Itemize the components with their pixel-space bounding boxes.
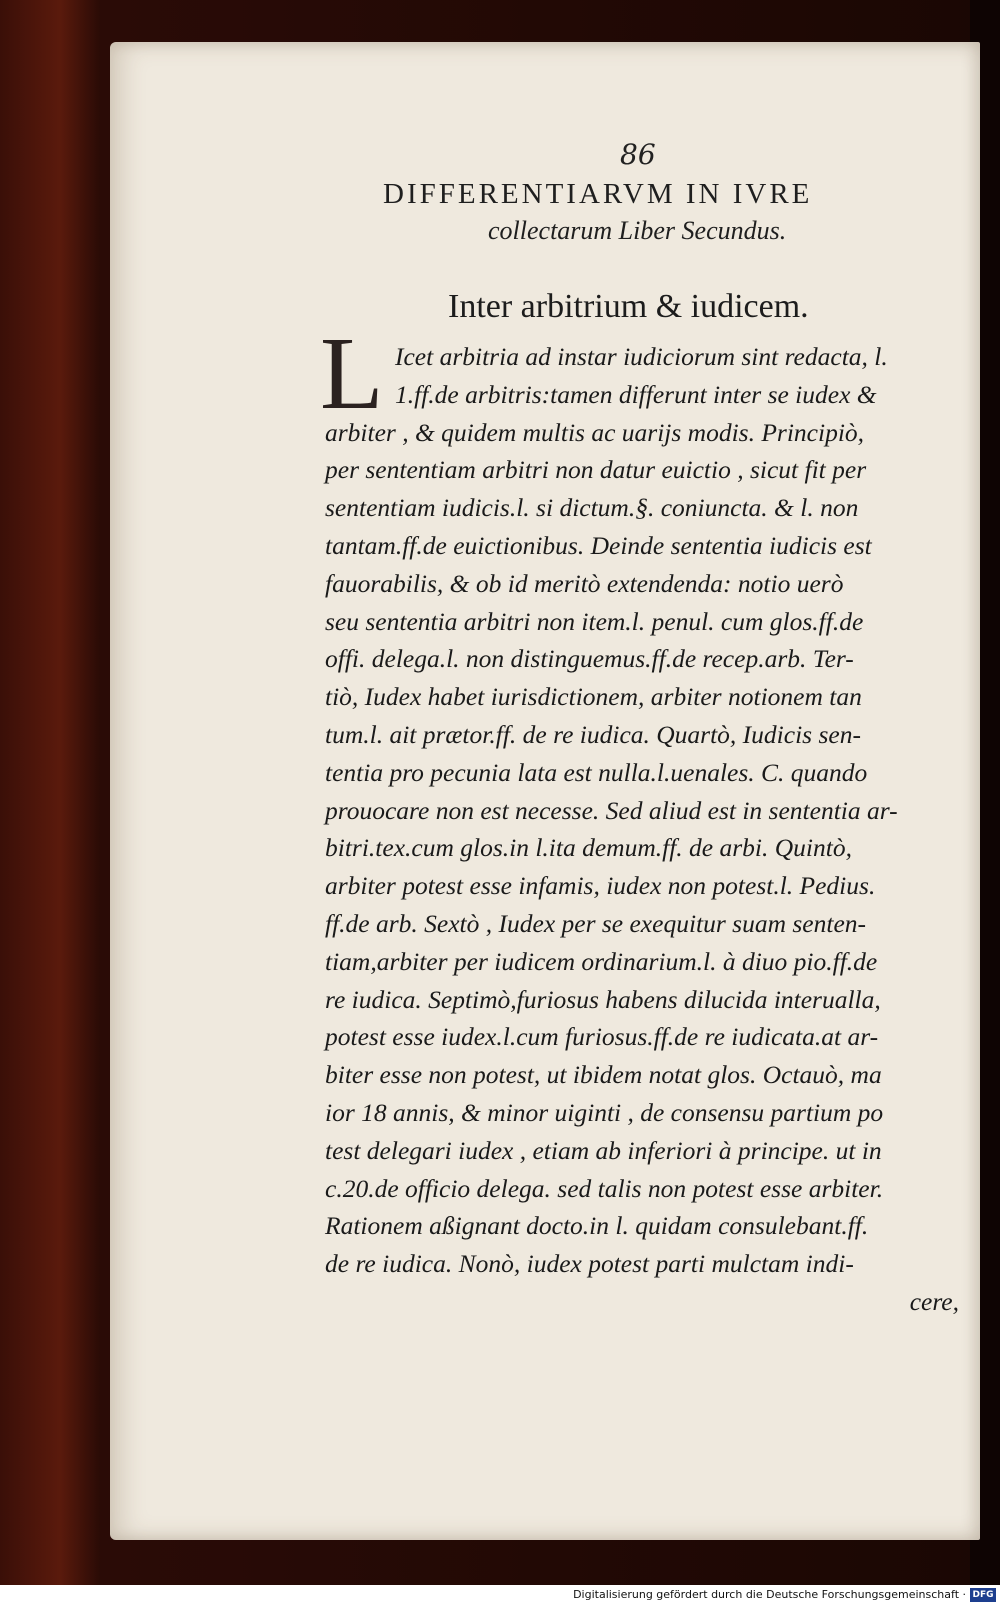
text-line: sententiam iudicis.l. si dictum.§. coniuncta. & l. non (325, 493, 859, 523)
funding-credit: Digitalisierung gefördert durch die Deutsche Forschungsgemeinschaft · (573, 1588, 966, 1601)
drop-cap-initial: L (320, 316, 384, 431)
page-number: 86 (620, 138, 656, 171)
text-line: arbiter potest esse infamis, iudex non potest.l. Pedius. (325, 871, 876, 901)
text-line: Rationem aßignant docto.in l. quidam consulebant.ff. (325, 1211, 869, 1241)
text-line: ff.de arb. Sextò , Iudex per se exequitur suam senten- (325, 908, 867, 938)
dfg-logo-icon: DFG (970, 1588, 996, 1602)
text-line: prouocare non est necesse. Sed aliud est in sententia ar- (325, 795, 898, 825)
text-line: test delegari iudex , etiam ab inferiori à principe. ut in (325, 1135, 882, 1165)
text-line: 1.ff.de arbitris:tamen differunt inter se iudex & (395, 379, 877, 409)
text-line: Icet arbitria ad instar iudiciorum sint redacta, l. (395, 342, 888, 371)
text-line: biter esse non potest, ut ibidem notat glos. Octauò, ma (325, 1060, 882, 1090)
running-subtitle: collectarum Liber Secundus. (488, 216, 787, 245)
text-line: offi. delega.l. non distinguemus.ff.de recep.arb. Ter- (325, 644, 854, 674)
text-line: tiò, Iudex habet iurisdictionem, arbiter notionem tan (325, 682, 862, 712)
footer-bar (0, 1585, 1000, 1607)
catchword: cere, (909, 1286, 959, 1316)
text-line: tantam.ff.de euictionibus. Deinde sententia iudicis est (325, 530, 872, 560)
text-line: arbiter , & quidem multis ac uarijs modis. Principiò, (325, 417, 865, 447)
running-title: DIFFERENTIARVM IN IVRE (383, 178, 813, 210)
text-line: seu sententia arbitri non item.l. penul. cum glos.ff.de (325, 606, 864, 636)
text-line: potest esse iudex.l.cum furiosus.ff.de re iudicata.at ar- (325, 1022, 879, 1052)
text-line: bitri.tex.cum glos.in l.ita demum.ff. de arbi. Quintò, (325, 833, 852, 863)
text-line: tum.l. ait prætor.ff. de re iudica. Quartò, Iudicis sen- (325, 719, 861, 749)
text-line: re iudica. Septimò,furiosus habens dilucida interualla, (325, 984, 881, 1014)
section-heading: Inter arbitrium & iudicem. (448, 288, 809, 325)
text-line: de re iudica. Nonò, iudex potest parti mulctam indi- (325, 1249, 854, 1279)
text-line: per sententiam arbitri non datur euictio , sicut fit per (325, 455, 867, 485)
text-line: tentia pro pecunia lata est nulla.l.uenales. C. quando (325, 757, 868, 787)
text-line: ior 18 annis, & minor uiginti , de consensu partium po (325, 1097, 884, 1127)
text-line: c.20.de officio delega. sed talis non potest esse arbiter. (325, 1173, 884, 1203)
text-line: fauorabilis, & ob id meritò extendenda: notio uerò (325, 568, 844, 598)
body-text (325, 338, 965, 1321)
text-line: tiam,arbiter per iudicem ordinarium.l. à diuo pio.ff.de (325, 946, 878, 976)
